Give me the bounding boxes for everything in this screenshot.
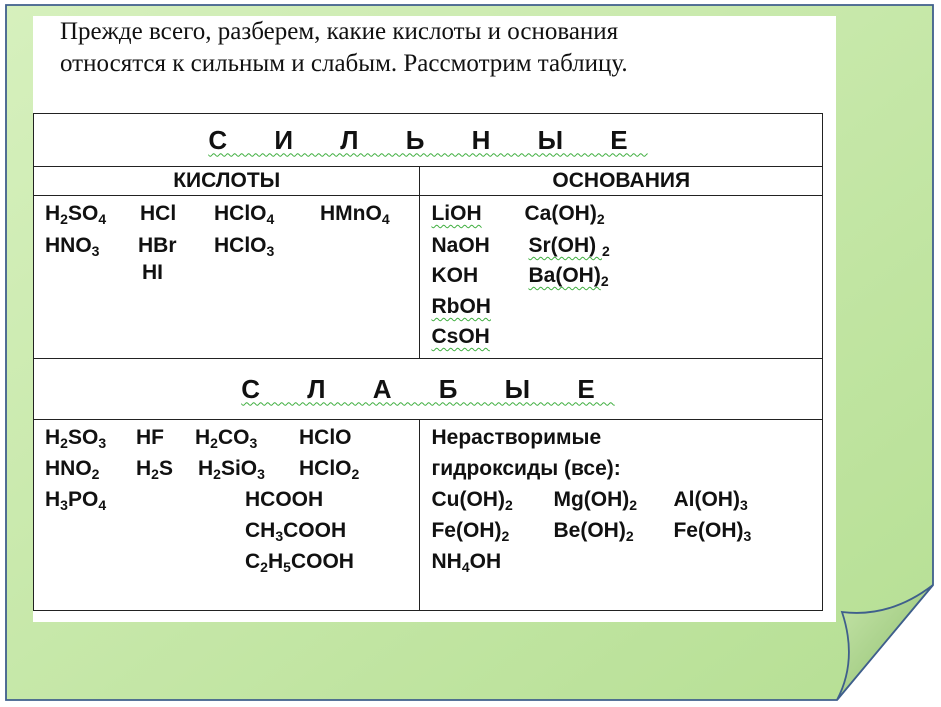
intro-text [60,16,820,80]
formula-hno3: $HNO_3$ [45,234,100,259]
intro-line-2: относятся к сильным и слабым. Рассмотрим таблицу. [60,50,628,77]
formula-hclo3: HClO$_3$ [214,234,275,259]
formula-hmno4: HMnO$_4$ [320,202,390,227]
strong-acids-cell [34,196,420,359]
formula-nh4oh: $NH_4OH$ [431,550,502,575]
formula-rboh: RbOH [431,295,491,318]
insoluble-label-1: Нерастворимые [431,426,602,449]
formula-ch3cooh: $CH_3COOH$ [245,519,347,544]
formula-hi: HI [142,261,163,284]
strong-section-title [34,114,823,167]
formula-aloh3: $Al(OH)_3$ [673,488,748,513]
formula-hclo2: HClO$_2$ [299,457,360,482]
formula-h2sio3: $H_2SiO_3$ [198,457,265,482]
formula-hno2: $HNO_2$ [45,457,100,482]
formula-hclo4: HClO$_4$ [214,202,275,227]
acids-bases-table [33,113,823,611]
formula-c2h5cooh: $C_2H_5COOH$ [245,550,354,575]
bases-column-header: ОСНОВАНИЯ [420,167,823,196]
formula-koh: KOH [431,264,479,287]
formula-h2so3: $H_2SO_3$ [45,426,107,451]
formula-hcl: HCl [140,202,177,225]
weak-section-title [34,359,823,420]
formula-h2co3: $H_2CO_3$ [195,426,258,451]
formula-hbr: HBr [138,234,177,257]
formula-mgoh2: $Mg(OH)_2$ [553,488,638,513]
acids-column-header: КИСЛОТЫ [34,167,420,196]
formula-naoh: NaOH [431,234,490,257]
formula-h2s: $H_2S$ [136,457,173,482]
formula-cuoh2: $Cu(OH)_2$ [431,488,513,513]
formula-h3po4: $H_3PO_4$ [45,488,107,513]
formula-hclo: HClO [299,426,352,449]
formula-beoh2: $Be(OH)_2$ [553,519,634,544]
weak-acids-cell [34,420,420,611]
formula-caoh2: $Ca(OH)_2$ [524,202,605,227]
formula-csoh: CsOH [431,325,490,348]
weak-bases-cell [420,420,823,611]
formula-feoh3: $Fe(OH)_3$ [673,519,752,544]
formula-sroh2: Sr(OH) $_2$ [528,234,610,259]
strong-title-text: С И Л Ь Н Ы Е [208,124,648,155]
formula-baoh2: $Ba(OH)_2$ [528,264,609,289]
intro-line-1: Прежде всего, разберем, какие кислоты и основания [60,18,619,45]
formula-h2so4: $H_2SO_4$ [45,202,107,227]
insoluble-label-2: гидроксиды (все): [431,457,621,480]
formula-hf: HF [136,426,164,449]
weak-title-text: С Л А Б Ы Е [241,373,615,404]
formula-hcooh: HCOOH [245,488,324,511]
formula-feoh2: $Fe(OH)_2$ [431,519,510,544]
formula-lioh: LiOH [431,202,482,225]
strong-bases-cell [420,196,823,359]
